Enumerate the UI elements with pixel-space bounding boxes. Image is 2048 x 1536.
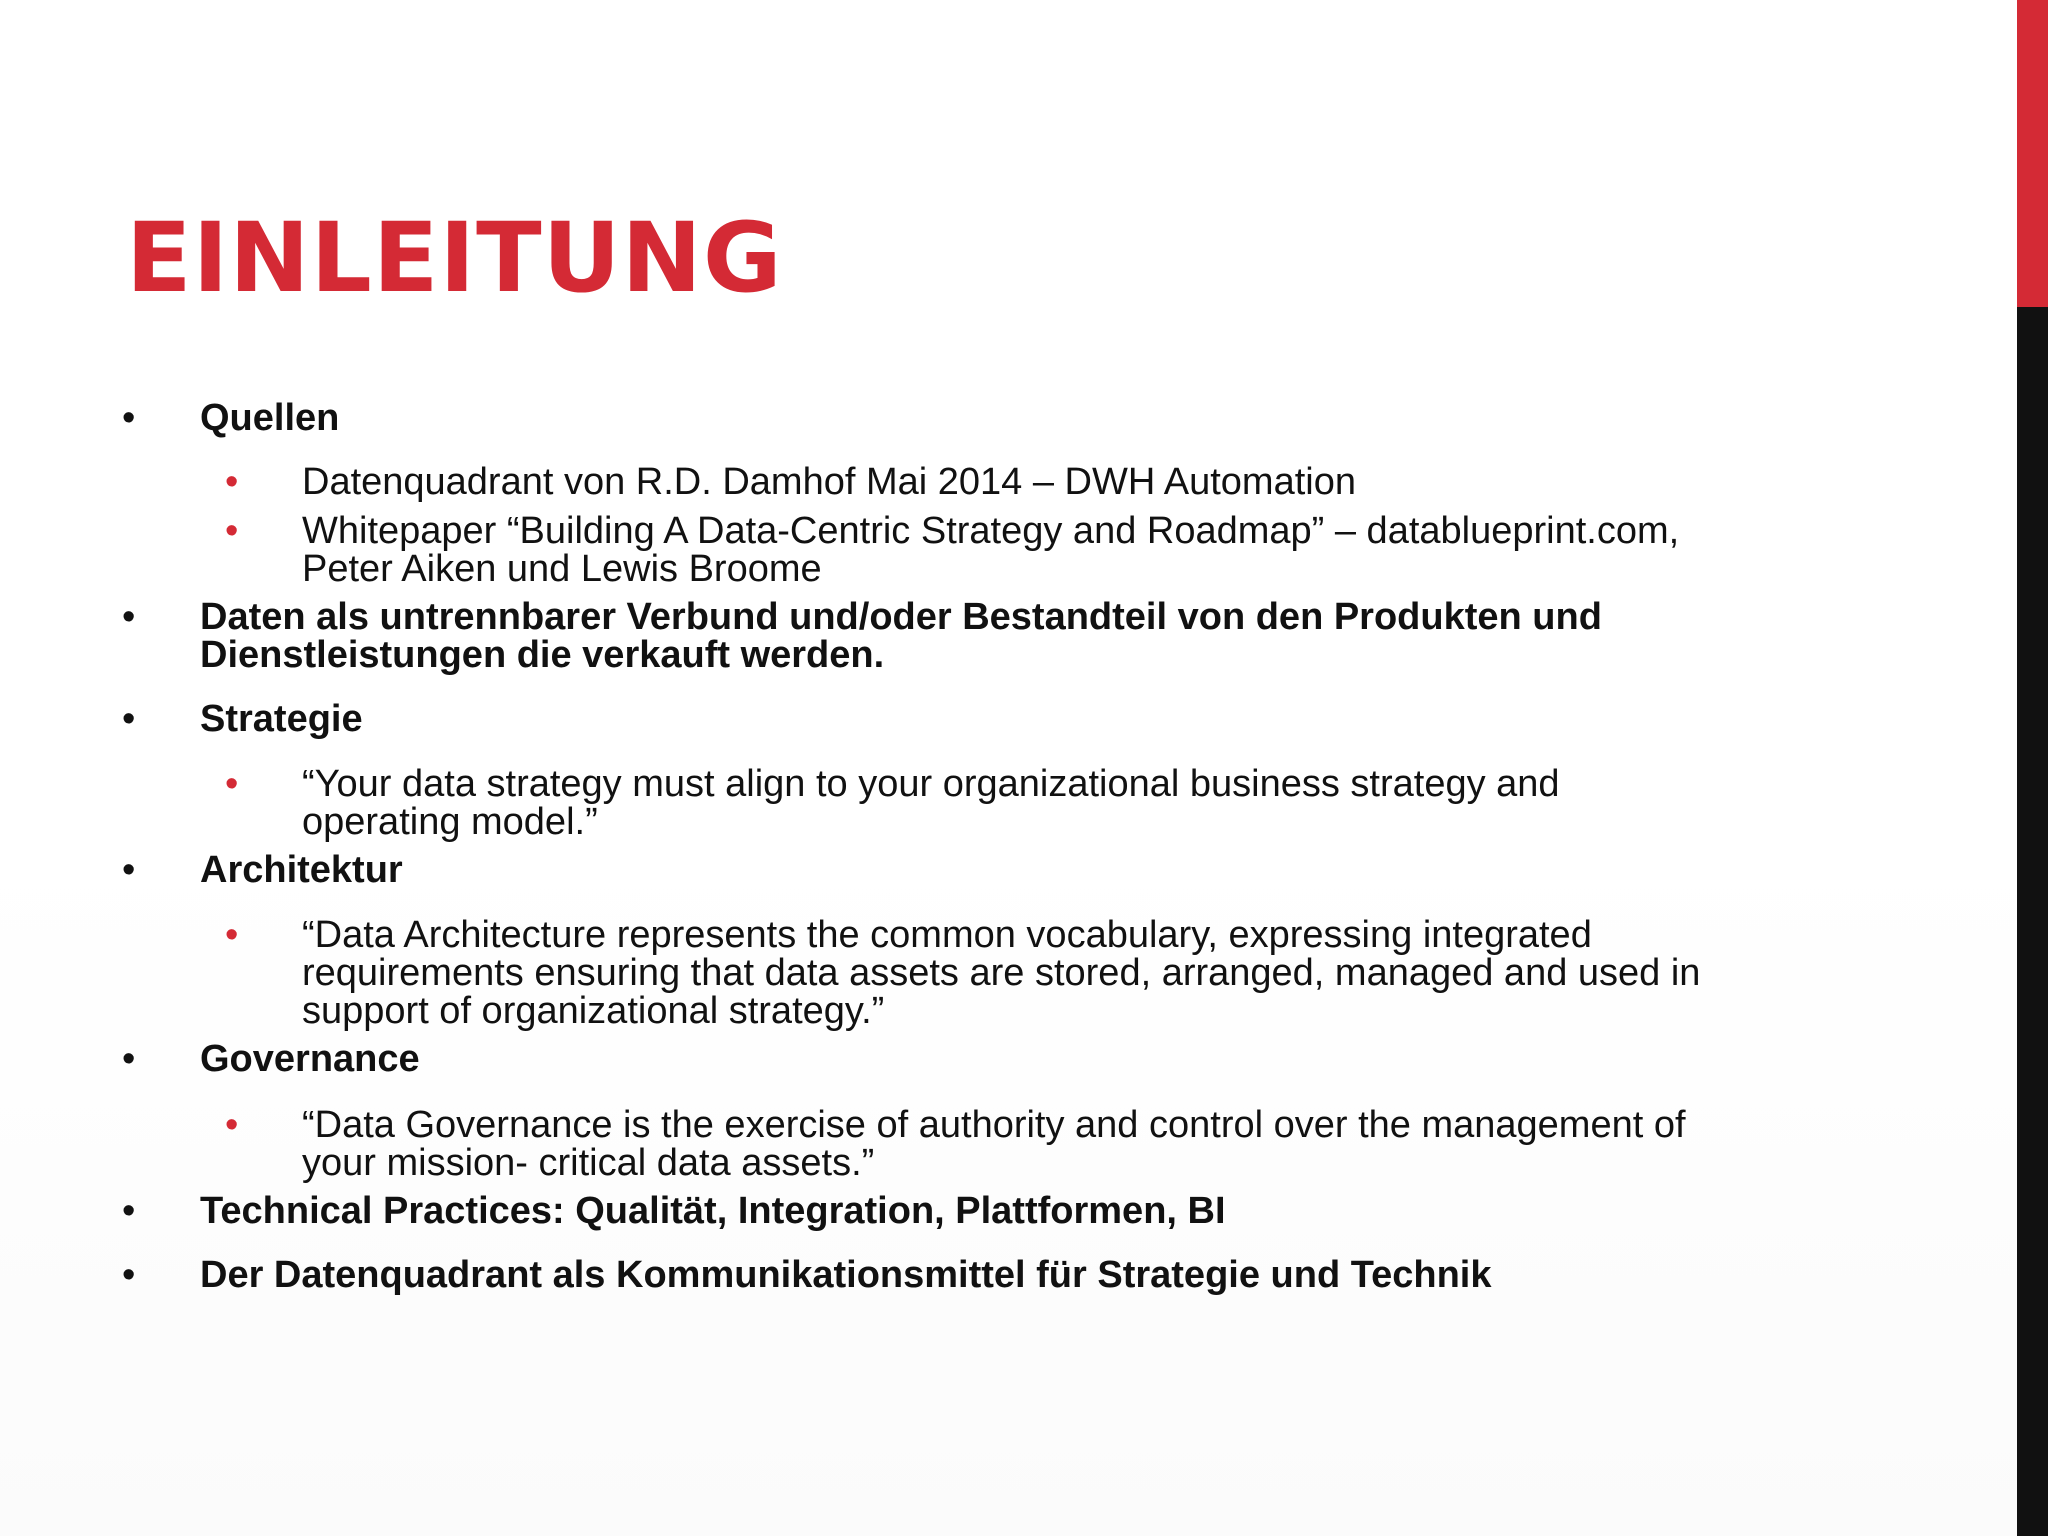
bullet-item-technical-practices [122, 1190, 1800, 1232]
bullet-text: Technical Practices: Qualität, Integration, Plattformen, BI [200, 1190, 1226, 1232]
bullet-icon: • [122, 1190, 136, 1232]
bullet-icon: • [122, 397, 136, 439]
sub-bullet-item-strategy-quote [225, 763, 1802, 843]
edge-accent-bar-dark [2017, 307, 2048, 1536]
bullet-text: Architektur [200, 849, 403, 891]
bullet-icon: • [122, 1254, 136, 1296]
bullet-item-quellen [122, 397, 1800, 439]
sub-bullet-icon: • [225, 763, 239, 805]
sub-bullet-item-architecture-quote [225, 914, 1802, 1032]
bullet-line: Dienstleistungen die verkauft werden. [200, 634, 885, 676]
bullet-item-architektur [122, 849, 1800, 891]
sub-bullet-line: “Data Governance is the exercise of authority and control over the management of [302, 1104, 1686, 1146]
sub-bullet-icon: • [225, 914, 239, 956]
sub-bullet-icon: • [225, 1104, 239, 1146]
sub-bullet-icon: • [225, 510, 239, 552]
sub-bullet-line: Whitepaper “Building A Data-Centric Strategy and Roadmap” – datablueprint.com, [302, 510, 1680, 552]
bullet-text: Governance [200, 1038, 420, 1080]
sub-bullet-icon: • [225, 461, 239, 503]
bullet-text: Der Datenquadrant als Kommunikationsmittel für Strategie und Technik [200, 1254, 1492, 1296]
bullet-line: Daten als untrennbarer Verbund und/oder Bestandteil von den Produkten und [200, 596, 1602, 638]
bullet-item-daten-verbund [122, 596, 1800, 676]
bullet-icon: • [122, 698, 136, 740]
sub-bullet-line: your mission- critical data assets.” [302, 1142, 875, 1184]
sub-bullet-line: support of organizational strategy.” [302, 990, 885, 1032]
edge-accent-bar-red [2017, 0, 2048, 307]
sub-bullet-line: “Data Architecture represents the common vocabulary, expressing integrated [302, 914, 1592, 956]
bullet-item-strategie [122, 698, 1800, 740]
bullet-icon: • [122, 1038, 136, 1080]
sub-bullet-line: operating model.” [302, 801, 598, 843]
bullet-icon: • [122, 849, 136, 891]
sub-bullet-line: Peter Aiken und Lewis Broome [302, 548, 822, 590]
bullet-text: Strategie [200, 698, 363, 740]
bullet-text: Quellen [200, 397, 340, 439]
slide-title: EINLEITUNG [126, 202, 783, 314]
sub-bullet-item-datenquadrant [225, 461, 1802, 503]
sub-bullet-text: Datenquadrant von R.D. Damhof Mai 2014 – DWH Automation [302, 461, 1356, 503]
sub-bullet-line: “Your data strategy must align to your organizational business strategy and [302, 763, 1560, 805]
sub-bullet-item-whitepaper [225, 510, 1802, 590]
bullet-icon: • [122, 596, 136, 638]
sub-bullet-item-governance-quote [225, 1104, 1802, 1184]
bullet-item-governance [122, 1038, 1800, 1080]
sub-bullet-line: requirements ensuring that data assets are stored, arranged, managed and used in [302, 952, 1701, 994]
bullet-item-datenquadrant-kommunikation [122, 1254, 1800, 1296]
